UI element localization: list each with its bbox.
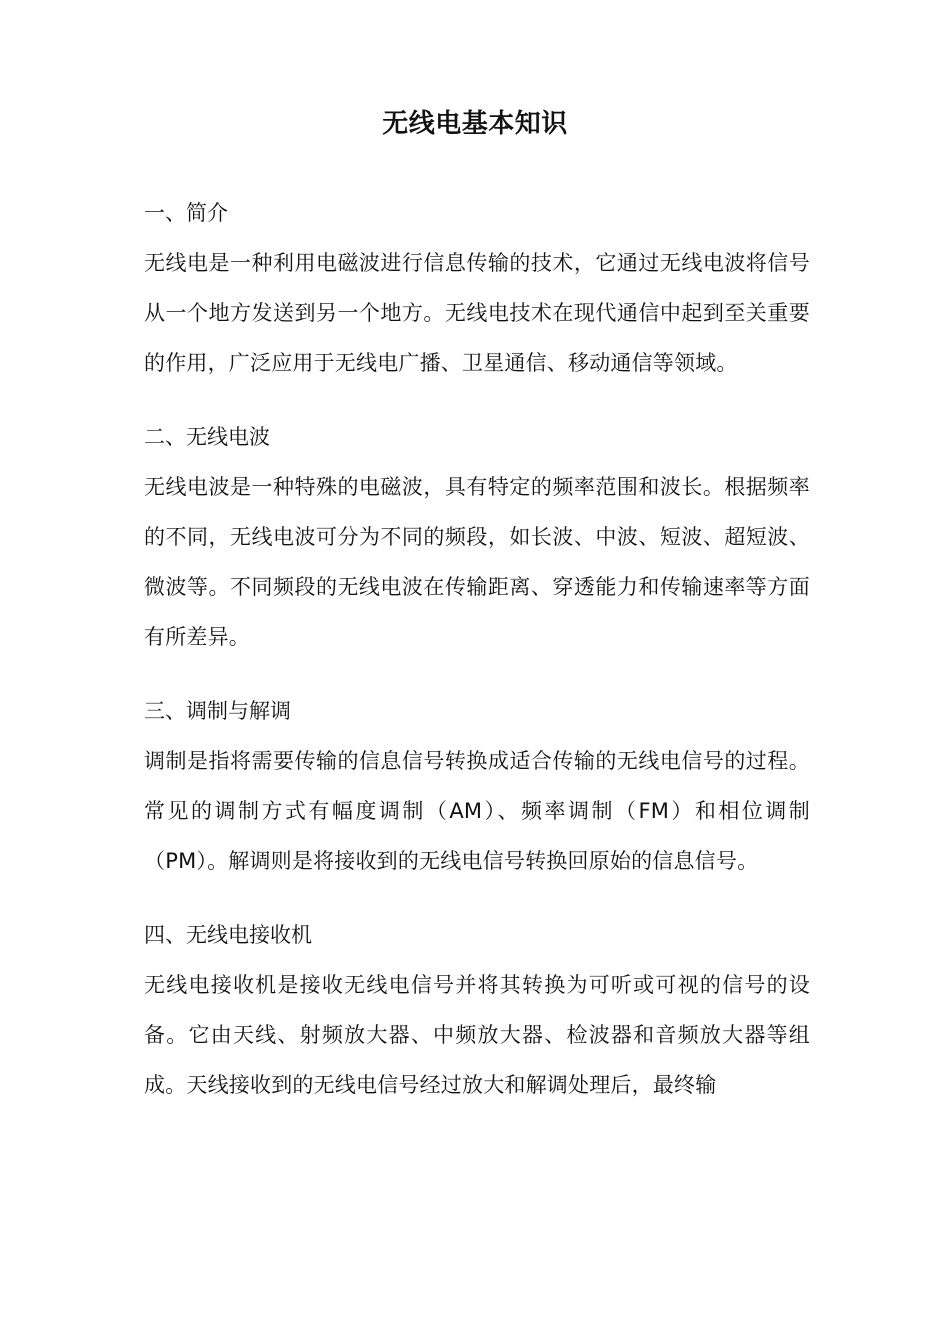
section-paragraph: 调制是指将需要传输的信息信号转换成适合传输的无线电信号的过程。常见的调制方式有幅度调制（AM）、频率调制（FM）和相位调制（PM）。解调则是将接收到的无线电信号转换回原始的信息信号。 [144, 749, 810, 873]
section-paragraph: 无线电接收机是接收无线电信号并将其转换为可听或可视的信号的设备。它由天线、射频放大器、中频放大器、检波器和音频放大器等组成。天线接收到的无线电信号经过放大和解调处理后，最终输 [144, 973, 810, 1097]
section-paragraph: 无线电是一种利用电磁波进行信息传输的技术，它通过无线电波将信号从一个地方发送到另一个地方。无线电技术在现代通信中起到至关重要的作用，广泛应用于无线电广播、卫星通信、移动通信等领域。 [144, 251, 810, 375]
section-radio-waves [144, 412, 810, 662]
section-heading: 二、无线电波 [144, 425, 270, 449]
document-content [144, 188, 810, 1134]
section-modulation [144, 686, 810, 886]
section-receiver [144, 910, 810, 1110]
document-title: 无线电基本知识 [382, 109, 568, 139]
section-intro [144, 188, 810, 388]
section-heading: 四、无线电接收机 [144, 923, 312, 947]
section-heading: 一、简介 [144, 201, 228, 225]
section-paragraph: 无线电波是一种特殊的电磁波，具有特定的频率范围和波长。根据频率的不同，无线电波可分为不同的频段，如长波、中波、短波、超短波、微波等。不同频段的无线电波在传输距离、穿透能力和传输速率等方面有所差异。 [144, 475, 810, 649]
section-heading: 三、调制与解调 [144, 699, 291, 723]
